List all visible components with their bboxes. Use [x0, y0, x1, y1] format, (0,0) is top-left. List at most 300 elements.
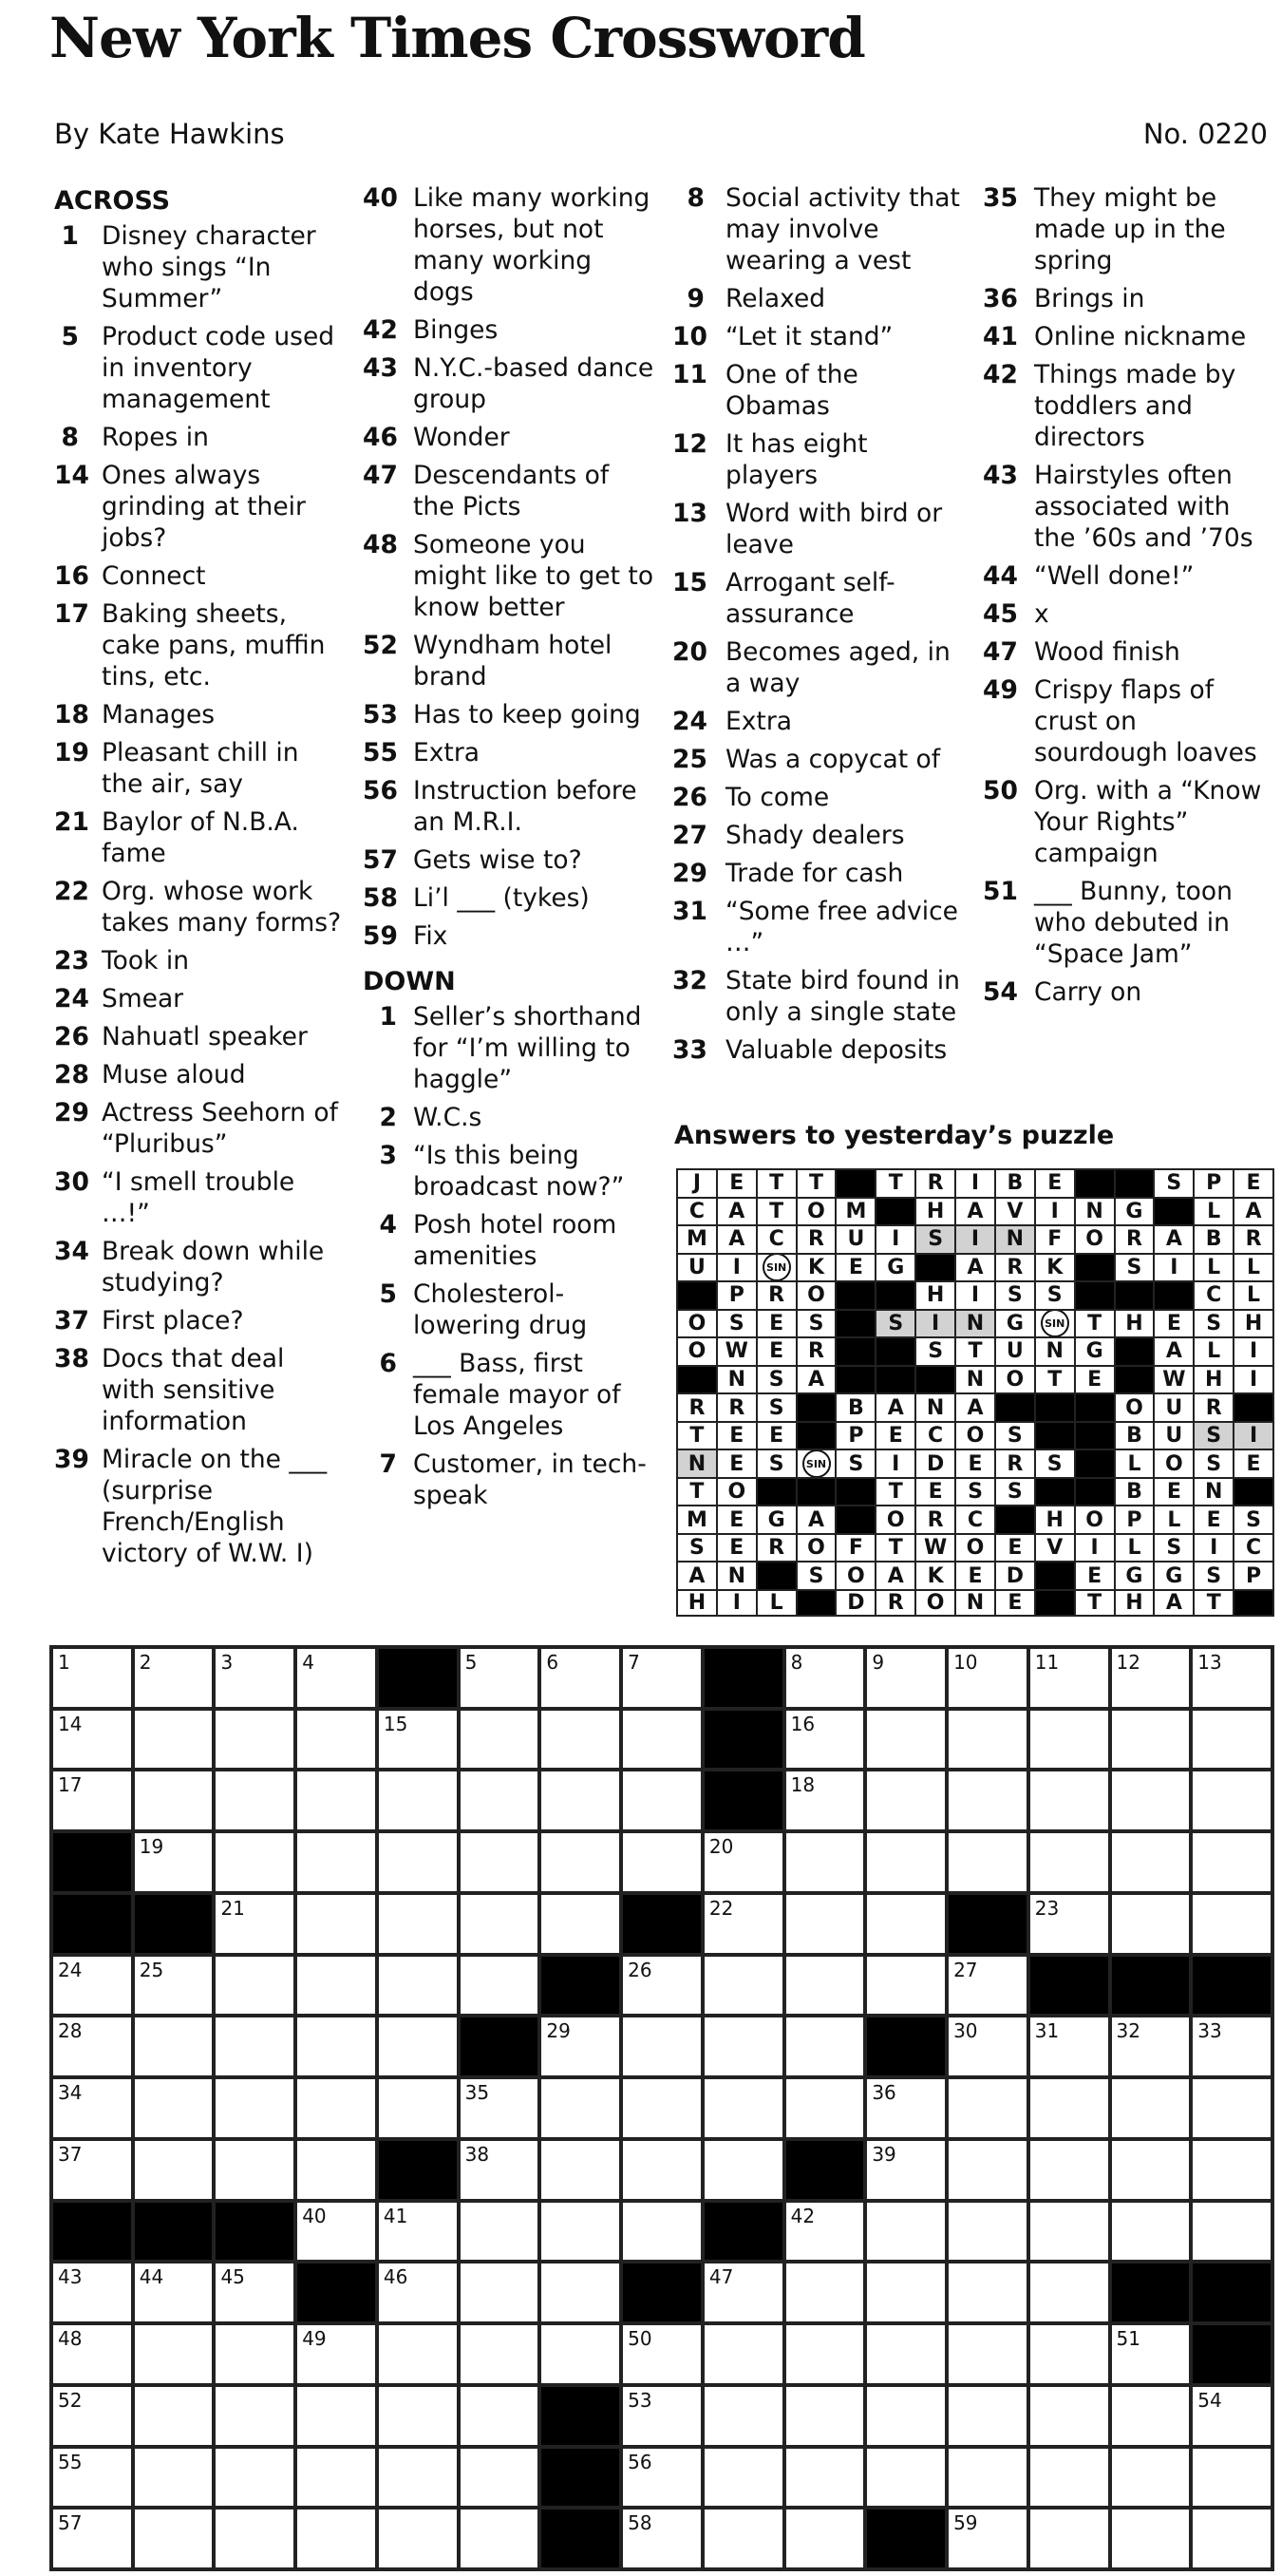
grid-cell[interactable] — [1112, 2017, 1190, 2075]
across-clue-29[interactable] — [54, 1097, 344, 1160]
across-clue-16[interactable] — [54, 560, 344, 592]
answer-block-cell — [1036, 1563, 1074, 1589]
grid-cell[interactable] — [135, 1957, 213, 2015]
grid-cell[interactable] — [705, 2079, 782, 2137]
grid-cell[interactable] — [786, 2449, 864, 2507]
grid-cell[interactable] — [53, 2263, 131, 2321]
grid-cell[interactable] — [1030, 1833, 1108, 1891]
grid-cell[interactable] — [379, 2203, 457, 2261]
grid-cell[interactable] — [867, 1895, 945, 1953]
across-clue-53[interactable] — [363, 699, 657, 730]
grid-cell[interactable] — [786, 2079, 864, 2137]
grid-cell[interactable] — [135, 2510, 213, 2567]
grid-cell[interactable] — [135, 2017, 213, 2075]
grid-cell[interactable] — [1030, 1649, 1108, 1707]
grid-cell[interactable] — [461, 2203, 538, 2261]
grid-cell[interactable] — [949, 2141, 1027, 2199]
grid-cell[interactable] — [1193, 1649, 1271, 1707]
grid-cell[interactable] — [541, 1711, 619, 1769]
down-clue-31[interactable] — [672, 896, 967, 958]
clue-text: It has eight players — [725, 429, 868, 490]
answer-letter-cell: A — [798, 1367, 836, 1393]
grid-cell[interactable] — [705, 2263, 782, 2321]
grid-cell[interactable] — [297, 2017, 375, 2075]
answer-letter-cell: P — [1195, 1170, 1233, 1197]
grid-cell[interactable] — [867, 2203, 945, 2261]
grid-cell[interactable] — [623, 1957, 701, 2015]
grid-cell[interactable] — [1112, 2387, 1190, 2445]
grid-cell[interactable] — [1030, 1711, 1108, 1769]
grid-cell[interactable] — [786, 2017, 864, 2075]
cell-number: 46 — [383, 2265, 408, 2289]
across-clue-38[interactable] — [54, 1343, 344, 1437]
grid-cell[interactable] — [379, 2263, 457, 2321]
across-clue-19[interactable] — [54, 737, 344, 800]
down-clue-29[interactable] — [672, 858, 967, 889]
grid-cell[interactable] — [623, 2203, 701, 2261]
down-clue-35[interactable] — [983, 182, 1277, 276]
grid-cell[interactable] — [705, 2325, 782, 2383]
grid-cell[interactable] — [53, 2141, 131, 2199]
across-clue-47[interactable] — [363, 460, 657, 522]
across-clue-14[interactable] — [54, 460, 344, 554]
down-clue-51[interactable] — [983, 876, 1277, 970]
down-clue-43[interactable] — [983, 460, 1277, 554]
grid-cell[interactable] — [216, 2325, 293, 2383]
grid-cell[interactable] — [786, 2510, 864, 2567]
grid-cell[interactable] — [949, 1833, 1027, 1891]
grid-cell[interactable] — [379, 2079, 457, 2137]
across-clue-56[interactable] — [363, 775, 657, 838]
grid-cell[interactable] — [297, 1771, 375, 1829]
across-clue-58[interactable] — [363, 882, 657, 914]
grid-cell[interactable] — [216, 1711, 293, 1769]
grid-cell[interactable] — [53, 1957, 131, 2015]
grid-cell[interactable] — [1030, 1771, 1108, 1829]
down-clue-26[interactable] — [672, 782, 967, 813]
answer-block-cell — [1036, 1591, 1074, 1615]
grid-cell[interactable] — [1193, 2449, 1271, 2507]
answer-block-cell — [798, 1479, 836, 1506]
grid-cell[interactable] — [53, 2510, 131, 2567]
down-clue-9[interactable] — [672, 283, 967, 314]
grid-cell[interactable] — [541, 2017, 619, 2075]
grid-cell[interactable] — [1193, 1895, 1271, 1953]
grid-cell[interactable] — [786, 2203, 864, 2261]
grid-cell[interactable] — [623, 1833, 701, 1891]
answer-letter-cell: R — [996, 1255, 1034, 1281]
clue-number: 42 — [983, 360, 1018, 389]
grid-cell[interactable] — [541, 1833, 619, 1891]
down-clue-27[interactable] — [672, 820, 967, 851]
grid-cell[interactable] — [1112, 1711, 1190, 1769]
grid-cell[interactable] — [1030, 2387, 1108, 2445]
grid-cell[interactable] — [541, 1771, 619, 1829]
grid-cell[interactable] — [1193, 2141, 1271, 2199]
grid-cell[interactable] — [297, 2510, 375, 2567]
grid-cell[interactable] — [461, 2449, 538, 2507]
grid-cell[interactable] — [216, 2017, 293, 2075]
grid-cell[interactable] — [705, 2449, 782, 2507]
grid-cell[interactable] — [1112, 2079, 1190, 2137]
grid-cell[interactable] — [53, 1711, 131, 1769]
grid-cell[interactable] — [135, 2325, 213, 2383]
across-clue-57[interactable] — [363, 844, 657, 876]
grid-cell[interactable] — [379, 1833, 457, 1891]
grid-cell[interactable] — [786, 2325, 864, 2383]
down-clue-4[interactable] — [363, 1209, 657, 1272]
down-clue-1[interactable] — [363, 1001, 657, 1095]
grid-cell[interactable] — [379, 2325, 457, 2383]
across-clue-37[interactable] — [54, 1305, 344, 1336]
grid-cell[interactable] — [705, 2017, 782, 2075]
grid-cell[interactable] — [297, 2449, 375, 2507]
cell-number: 34 — [58, 2081, 83, 2105]
grid-cell[interactable] — [1193, 2079, 1271, 2137]
grid-cell[interactable] — [461, 1957, 538, 2015]
down-clue-3[interactable] — [363, 1140, 657, 1203]
grid-cell[interactable] — [135, 2387, 213, 2445]
down-clue-6[interactable] — [363, 1348, 657, 1442]
grid-cell[interactable] — [867, 2263, 945, 2321]
grid-cell[interactable] — [461, 1649, 538, 1707]
down-clue-47[interactable] — [983, 636, 1277, 668]
down-clue-42[interactable] — [983, 359, 1277, 453]
grid-cell[interactable] — [867, 2325, 945, 2383]
grid-cell[interactable] — [623, 2449, 701, 2507]
grid-cell[interactable] — [1112, 1833, 1190, 1891]
grid-cell[interactable] — [786, 1833, 864, 1891]
grid-cell[interactable] — [216, 2141, 293, 2199]
grid-cell[interactable] — [297, 1711, 375, 1769]
down-clue-11[interactable] — [672, 359, 967, 422]
grid-cell[interactable] — [541, 2263, 619, 2321]
grid-cell[interactable] — [461, 1711, 538, 1769]
across-clue-17[interactable] — [54, 598, 344, 692]
grid-cell[interactable] — [135, 1771, 213, 1829]
grid-cell[interactable] — [1193, 2203, 1271, 2261]
grid-cell[interactable] — [216, 2263, 293, 2321]
down-clue-54[interactable] — [983, 976, 1277, 1008]
grid-cell[interactable] — [1193, 2017, 1271, 2075]
grid-cell[interactable] — [541, 2141, 619, 2199]
grid-cell[interactable] — [1030, 2325, 1108, 2383]
grid-cell[interactable] — [1112, 2203, 1190, 2261]
down-clue-12[interactable] — [672, 428, 967, 491]
grid-cell[interactable] — [1112, 2510, 1190, 2567]
grid-cell[interactable] — [461, 2387, 538, 2445]
grid-cell[interactable] — [541, 2079, 619, 2137]
grid-cell[interactable] — [53, 2449, 131, 2507]
grid-cell[interactable] — [461, 1771, 538, 1829]
grid-cell[interactable] — [705, 1957, 782, 2015]
down-clue-50[interactable] — [983, 775, 1277, 869]
grid-cell[interactable] — [1112, 2325, 1190, 2383]
answer-block-cell — [1076, 1255, 1114, 1281]
grid-cell[interactable] — [541, 1649, 619, 1707]
down-clue-8[interactable] — [672, 182, 967, 276]
grid-cell[interactable] — [216, 2079, 293, 2137]
grid-cell[interactable] — [216, 1895, 293, 1953]
grid-cell[interactable] — [53, 2325, 131, 2383]
clue-text: Was a copycat of — [725, 745, 941, 774]
grid-cell[interactable] — [135, 1711, 213, 1769]
across-clue-8[interactable] — [54, 422, 344, 453]
grid-cell[interactable] — [1030, 2510, 1108, 2567]
across-clue-28[interactable] — [54, 1059, 344, 1090]
grid-cell[interactable] — [1030, 2263, 1108, 2321]
answer-block-cell — [678, 1282, 716, 1309]
cell-number: 8 — [790, 1651, 803, 1674]
across-clue-24[interactable] — [54, 983, 344, 1014]
grid-cell[interactable] — [623, 2387, 701, 2445]
grid-cell[interactable] — [1030, 2017, 1108, 2075]
grid-cell[interactable] — [623, 2325, 701, 2383]
grid-cell[interactable] — [135, 2079, 213, 2137]
grid-cell[interactable] — [379, 2510, 457, 2567]
answer-letter-cell: E — [1155, 1479, 1193, 1506]
grid-cell[interactable] — [297, 1649, 375, 1707]
clue-number: 55 — [363, 738, 398, 767]
grid-cell[interactable] — [1112, 1895, 1190, 1953]
answer-letter-cell: O — [798, 1282, 836, 1309]
grid-cell[interactable] — [53, 2079, 131, 2137]
grid-cell[interactable] — [135, 1833, 213, 1891]
clue-text: Connect — [102, 561, 206, 591]
grid-cell[interactable] — [786, 1957, 864, 2015]
grid-cell[interactable] — [705, 1895, 782, 1953]
grid-cell[interactable] — [623, 1711, 701, 1769]
answer-letter-cell: A — [1155, 1591, 1193, 1615]
grid-cell[interactable] — [216, 2387, 293, 2445]
grid-cell[interactable] — [1030, 2449, 1108, 2507]
cell-number: 41 — [383, 2204, 408, 2227]
down-clue-13[interactable] — [672, 498, 967, 560]
grid-cell[interactable] — [867, 2079, 945, 2137]
answer-letter-cell: T — [1076, 1311, 1114, 1337]
down-clue-33[interactable] — [672, 1034, 967, 1066]
grid-cell[interactable] — [135, 2449, 213, 2507]
grid-cell[interactable] — [949, 1711, 1027, 1769]
answer-letter-cell: S — [1155, 1170, 1193, 1197]
grid-cell[interactable] — [623, 1649, 701, 1707]
across-clue-43[interactable] — [363, 352, 657, 415]
grid-cell[interactable] — [297, 2203, 375, 2261]
grid-cell[interactable] — [379, 1771, 457, 1829]
across-clue-55[interactable] — [363, 737, 657, 768]
grid-cell[interactable] — [135, 1649, 213, 1707]
grid-cell[interactable] — [786, 2263, 864, 2321]
grid-cell[interactable] — [53, 1649, 131, 1707]
down-clue-36[interactable] — [983, 283, 1277, 314]
grid-cell[interactable] — [297, 2387, 375, 2445]
grid-cell[interactable] — [135, 2263, 213, 2321]
grid-cell[interactable] — [949, 1957, 1027, 2015]
grid-cell[interactable] — [949, 2449, 1027, 2507]
grid-cell[interactable] — [949, 2263, 1027, 2321]
grid-cell[interactable] — [379, 1957, 457, 2015]
clue-number: 47 — [983, 637, 1018, 667]
grid-cell[interactable] — [786, 2387, 864, 2445]
grid-cell[interactable] — [949, 2325, 1027, 2383]
answer-letter-cell: P — [837, 1423, 875, 1449]
grid-cell[interactable] — [867, 2387, 945, 2445]
answer-letter-cell: E — [718, 1423, 756, 1449]
grid-cell[interactable] — [541, 2325, 619, 2383]
across-clue-34[interactable] — [54, 1236, 344, 1298]
grid-cell[interactable] — [867, 1711, 945, 1769]
clue-number: 12 — [672, 429, 707, 459]
grid-cell[interactable] — [1030, 2141, 1108, 2199]
grid-cell[interactable] — [461, 2141, 538, 2199]
grid-block-cell — [1112, 2263, 1190, 2321]
grid-cell[interactable] — [1112, 1771, 1190, 1829]
grid-cell[interactable] — [297, 2141, 375, 2199]
across-clue-40[interactable] — [363, 182, 657, 308]
across-clue-48[interactable] — [363, 529, 657, 623]
across-clue-21[interactable] — [54, 806, 344, 869]
grid-cell[interactable] — [1193, 1711, 1271, 1769]
grid-cell[interactable] — [623, 2510, 701, 2567]
grid-cell[interactable] — [216, 1649, 293, 1707]
across-clue-30[interactable] — [54, 1166, 344, 1229]
grid-cell[interactable] — [705, 1833, 782, 1891]
grid-cell[interactable] — [297, 2325, 375, 2383]
grid-cell[interactable] — [623, 2017, 701, 2075]
across-clue-42[interactable] — [363, 314, 657, 346]
grid-cell[interactable] — [1112, 2449, 1190, 2507]
grid-cell[interactable] — [867, 1649, 945, 1707]
down-clue-41[interactable] — [983, 321, 1277, 352]
grid-cell[interactable] — [867, 1833, 945, 1891]
grid-cell[interactable] — [461, 2325, 538, 2383]
answer-letter-cell: O — [678, 1311, 716, 1337]
grid-cell[interactable] — [1193, 1833, 1271, 1891]
across-clue-5[interactable] — [54, 321, 344, 415]
grid-cell[interactable] — [461, 2263, 538, 2321]
grid-cell[interactable] — [379, 2017, 457, 2075]
down-clue-20[interactable] — [672, 636, 967, 699]
grid-cell[interactable] — [949, 1649, 1027, 1707]
clue-text: Baylor of N.B.A. fame — [102, 807, 299, 868]
crossword-grid[interactable] — [49, 1645, 1274, 2571]
grid-cell[interactable] — [949, 2079, 1027, 2137]
grid-cell[interactable] — [53, 1771, 131, 1829]
grid-cell[interactable] — [461, 1833, 538, 1891]
grid-cell[interactable] — [541, 2203, 619, 2261]
grid-cell[interactable] — [53, 2017, 131, 2075]
grid-cell[interactable] — [1193, 1771, 1271, 1829]
grid-cell[interactable] — [949, 2510, 1027, 2567]
down-clue-7[interactable] — [363, 1449, 657, 1511]
grid-cell[interactable] — [949, 1771, 1027, 1829]
grid-cell[interactable] — [623, 2079, 701, 2137]
down-clue-49[interactable] — [983, 674, 1277, 768]
grid-cell[interactable] — [297, 1895, 375, 1953]
grid-cell[interactable] — [216, 2449, 293, 2507]
grid-cell[interactable] — [216, 2510, 293, 2567]
across-clue-26[interactable] — [54, 1021, 344, 1052]
grid-cell[interactable] — [867, 1771, 945, 1829]
across-clue-46[interactable] — [363, 422, 657, 453]
down-clue-2[interactable] — [363, 1102, 657, 1133]
across-clue-52[interactable] — [363, 630, 657, 692]
grid-cell[interactable] — [461, 2079, 538, 2137]
grid-cell[interactable] — [705, 2510, 782, 2567]
grid-cell[interactable] — [1112, 1649, 1190, 1707]
grid-cell[interactable] — [867, 1957, 945, 2015]
grid-cell[interactable] — [541, 1895, 619, 1953]
grid-cell[interactable] — [379, 1895, 457, 1953]
grid-block-cell — [216, 2203, 293, 2261]
grid-cell[interactable] — [297, 1833, 375, 1891]
grid-cell[interactable] — [216, 1833, 293, 1891]
grid-cell[interactable] — [1112, 2141, 1190, 2199]
grid-cell[interactable] — [53, 2387, 131, 2445]
grid-cell[interactable] — [623, 1771, 701, 1829]
grid-cell[interactable] — [1030, 2203, 1108, 2261]
grid-cell[interactable] — [949, 2017, 1027, 2075]
grid-cell[interactable] — [379, 2449, 457, 2507]
down-clue-24[interactable] — [672, 706, 967, 737]
cell-number: 28 — [58, 2019, 83, 2043]
clue-column-4 — [983, 182, 1277, 1014]
grid-cell[interactable] — [135, 2141, 213, 2199]
down-clue-25[interactable] — [672, 744, 967, 775]
grid-cell[interactable] — [949, 2203, 1027, 2261]
grid-cell[interactable] — [461, 2510, 538, 2567]
clue-text: ___ Bass, first female mayor of Los Angeles — [413, 1349, 621, 1441]
down-clue-32[interactable] — [672, 965, 967, 1028]
grid-cell[interactable] — [1193, 2510, 1271, 2567]
across-clue-18[interactable] — [54, 699, 344, 730]
grid-cell[interactable] — [867, 2449, 945, 2507]
grid-cell[interactable] — [297, 1957, 375, 2015]
answer-letter-cell: O — [876, 1506, 914, 1533]
grid-cell[interactable] — [1030, 2079, 1108, 2137]
grid-cell[interactable] — [786, 1649, 864, 1707]
grid-cell[interactable] — [786, 1711, 864, 1769]
answer-letter-cell: E — [1155, 1311, 1193, 1337]
grid-cell[interactable] — [1193, 2387, 1271, 2445]
grid-cell[interactable] — [705, 2141, 782, 2199]
grid-cell[interactable] — [379, 2387, 457, 2445]
down-clue-15[interactable] — [672, 567, 967, 630]
across-clue-22[interactable] — [54, 876, 344, 938]
grid-cell[interactable] — [786, 1771, 864, 1829]
grid-cell[interactable] — [1030, 1895, 1108, 1953]
grid-cell[interactable] — [461, 1895, 538, 1953]
grid-cell[interactable] — [867, 2141, 945, 2199]
across-clue-39[interactable] — [54, 1444, 344, 1569]
grid-cell[interactable] — [949, 2387, 1027, 2445]
grid-cell[interactable] — [216, 1957, 293, 2015]
across-clue-23[interactable] — [54, 945, 344, 976]
grid-cell[interactable] — [379, 1711, 457, 1769]
down-clue-45[interactable] — [983, 598, 1277, 630]
grid-cell[interactable] — [216, 1771, 293, 1829]
answer-letter-cell: L — [1234, 1282, 1272, 1309]
down-clue-5[interactable] — [363, 1279, 657, 1341]
down-clue-44[interactable] — [983, 560, 1277, 592]
down-clue-10[interactable] — [672, 321, 967, 352]
across-clue-59[interactable] — [363, 920, 657, 952]
grid-cell[interactable] — [623, 2141, 701, 2199]
grid-cell[interactable] — [705, 2387, 782, 2445]
grid-cell[interactable] — [786, 1895, 864, 1953]
across-clue-1[interactable] — [54, 220, 344, 314]
grid-cell[interactable] — [297, 2079, 375, 2137]
